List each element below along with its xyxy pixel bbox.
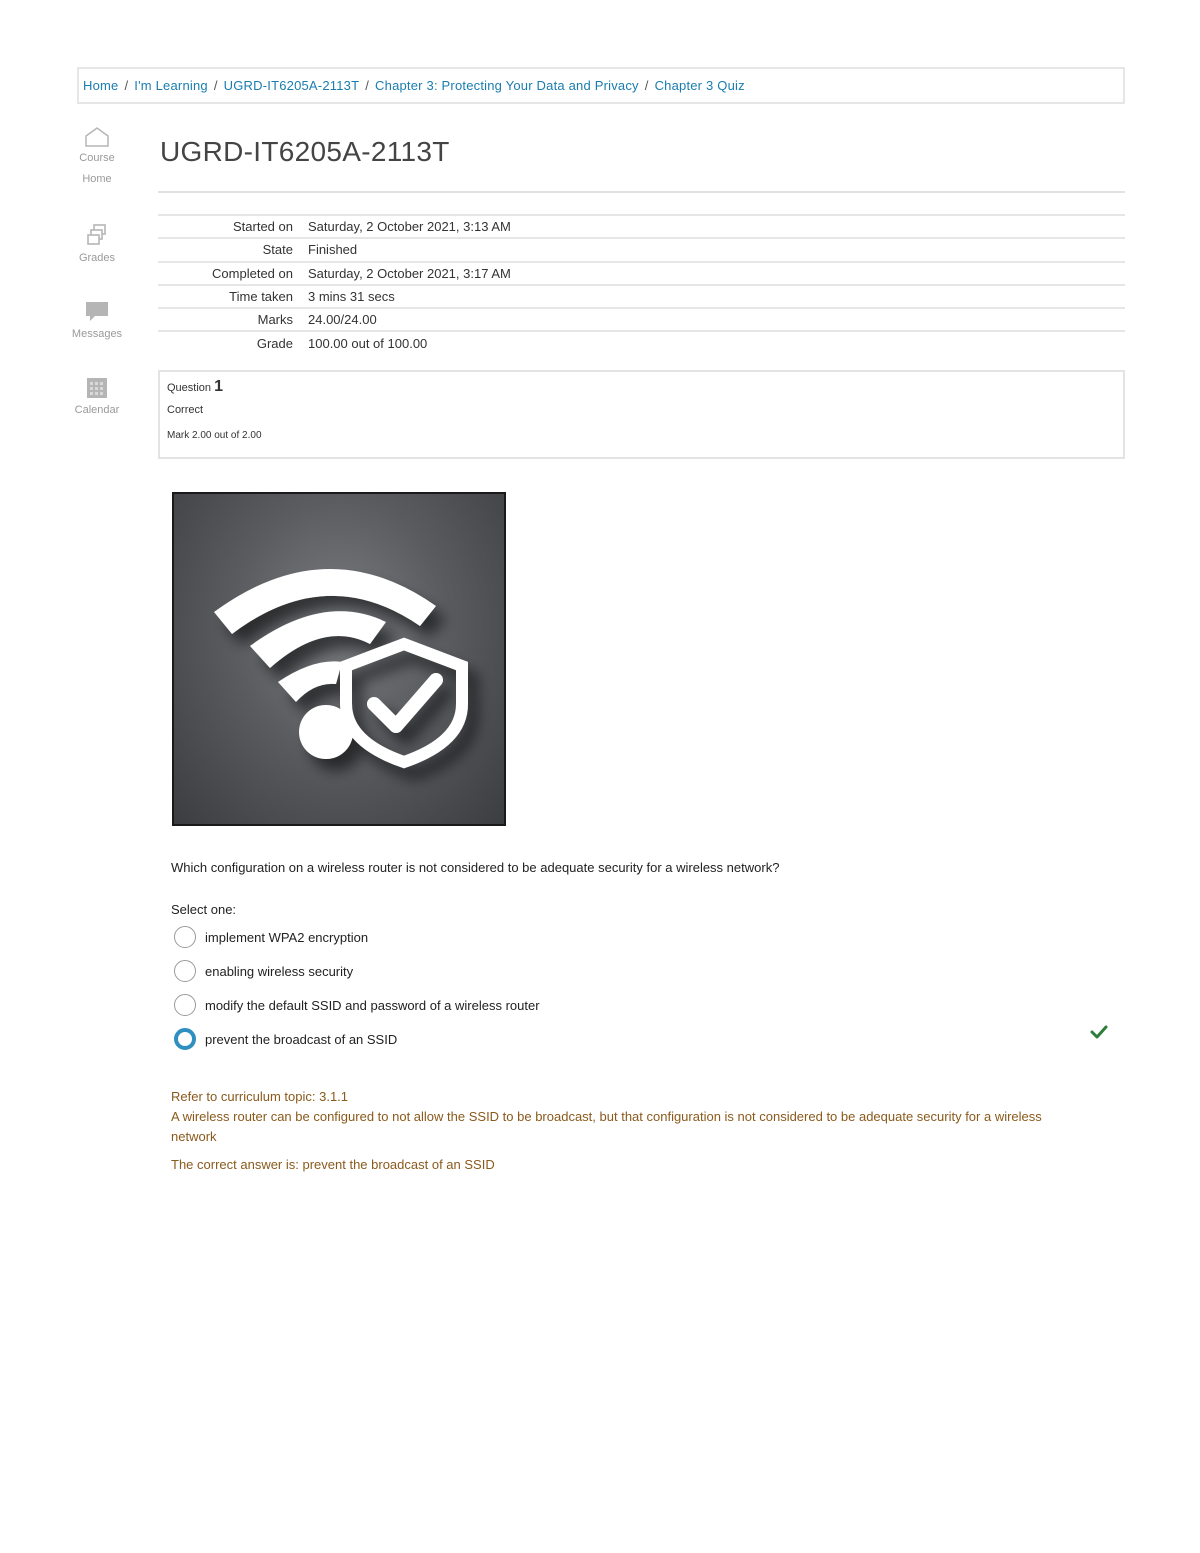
- feedback-correct-answer: The correct answer is: prevent the broadcast of an SSID: [171, 1157, 495, 1172]
- summary-label: Started on: [233, 219, 293, 235]
- question-state: Correct: [167, 404, 204, 416]
- breadcrumb-separator: /: [124, 78, 129, 93]
- question-number: [167, 378, 1116, 396]
- nav-course-home[interactable]: [62, 126, 132, 190]
- nav-grades[interactable]: [62, 222, 132, 269]
- home-icon: [84, 126, 110, 148]
- summary-row: [158, 284, 1125, 307]
- checkmark-icon: [1090, 1024, 1108, 1040]
- answer-option-selected[interactable]: [174, 1027, 397, 1051]
- question-image: [172, 492, 506, 826]
- radio-button[interactable]: [174, 994, 196, 1016]
- summary-value: Finished: [308, 242, 358, 258]
- summary-value: Saturday, 2 October 2021, 3:13 AM: [308, 219, 511, 235]
- feedback: [171, 1087, 1081, 1175]
- answer-label: modify the default SSID and password of a wireless router: [205, 997, 540, 1013]
- summary-value: 100.00 out of 100.00: [308, 335, 428, 351]
- nav-course-home-label-1: Course: [79, 152, 115, 164]
- grades-icon: [84, 222, 110, 248]
- question-number-value: 1: [214, 378, 223, 395]
- breadcrumb-chapter[interactable]: Chapter 3: Protecting Your Data and Privacy: [375, 78, 639, 93]
- messages-icon: [84, 300, 110, 324]
- feedback-topic: Refer to curriculum topic: 3.1.1: [171, 1089, 349, 1104]
- answer-option[interactable]: [174, 959, 353, 983]
- summary-row: [158, 261, 1125, 284]
- breadcrumb-course[interactable]: UGRD-IT6205A-2113T: [223, 78, 360, 93]
- breadcrumb-separator: /: [213, 78, 218, 93]
- breadcrumb-separator: /: [365, 78, 370, 93]
- attempt-summary-table: [158, 214, 1125, 354]
- answer-label: prevent the broadcast of an SSID: [205, 1031, 398, 1047]
- feedback-explanation: A wireless router can be configured to not allow the SSID to be broadcast, but that configuration is not considered to be adequate security for a wireless network: [171, 1109, 1042, 1144]
- radio-button-selected[interactable]: [174, 1028, 196, 1050]
- breadcrumb-home[interactable]: Home: [83, 78, 119, 93]
- question-text: Which configuration on a wireless router is not considered to be adequate security for a wireless network?: [171, 860, 780, 875]
- summary-row: [158, 330, 1125, 353]
- nav-messages[interactable]: [62, 300, 132, 345]
- summary-value: Saturday, 2 October 2021, 3:17 AM: [308, 265, 511, 281]
- breadcrumb-quiz[interactable]: Chapter 3 Quiz: [654, 78, 745, 93]
- nav-course-home-label-2: Home: [82, 173, 112, 185]
- summary-value: 24.00/24.00: [308, 312, 377, 328]
- answer-label: implement WPA2 encryption: [205, 929, 369, 945]
- question-mark: Mark 2.00 out of 2.00: [167, 430, 262, 441]
- nav-calendar-label: Calendar: [74, 404, 120, 416]
- question-label: Question: [167, 382, 212, 394]
- summary-label: State: [262, 242, 293, 258]
- answer-option[interactable]: [174, 993, 540, 1017]
- nav-messages-label: Messages: [71, 328, 123, 340]
- radio-button[interactable]: [174, 960, 196, 982]
- select-one-prompt: Select one:: [171, 902, 237, 917]
- breadcrumb-separator: /: [644, 78, 649, 93]
- nav-grades-label: Grades: [78, 252, 116, 264]
- breadcrumb: [77, 67, 1125, 104]
- radio-button[interactable]: [174, 926, 196, 948]
- answer-option[interactable]: [174, 925, 368, 949]
- wifi-shield-check-icon: [174, 494, 504, 824]
- summary-row: [158, 237, 1125, 260]
- page-title: UGRD-IT6205A-2113T: [160, 136, 450, 167]
- answer-label: enabling wireless security: [205, 963, 354, 979]
- title-divider: [158, 191, 1125, 193]
- summary-value: 3 mins 31 secs: [308, 289, 395, 305]
- summary-label: Grade: [256, 335, 293, 351]
- summary-label: Marks: [257, 312, 293, 328]
- summary-row: [158, 307, 1125, 330]
- summary-row: [158, 214, 1125, 237]
- summary-label: Time taken: [229, 289, 293, 305]
- question-info-box: [158, 370, 1125, 459]
- calendar-icon: [84, 376, 110, 400]
- breadcrumb-im-learning[interactable]: I'm Learning: [134, 78, 208, 93]
- nav-calendar[interactable]: [62, 376, 132, 421]
- summary-label: Completed on: [212, 265, 293, 281]
